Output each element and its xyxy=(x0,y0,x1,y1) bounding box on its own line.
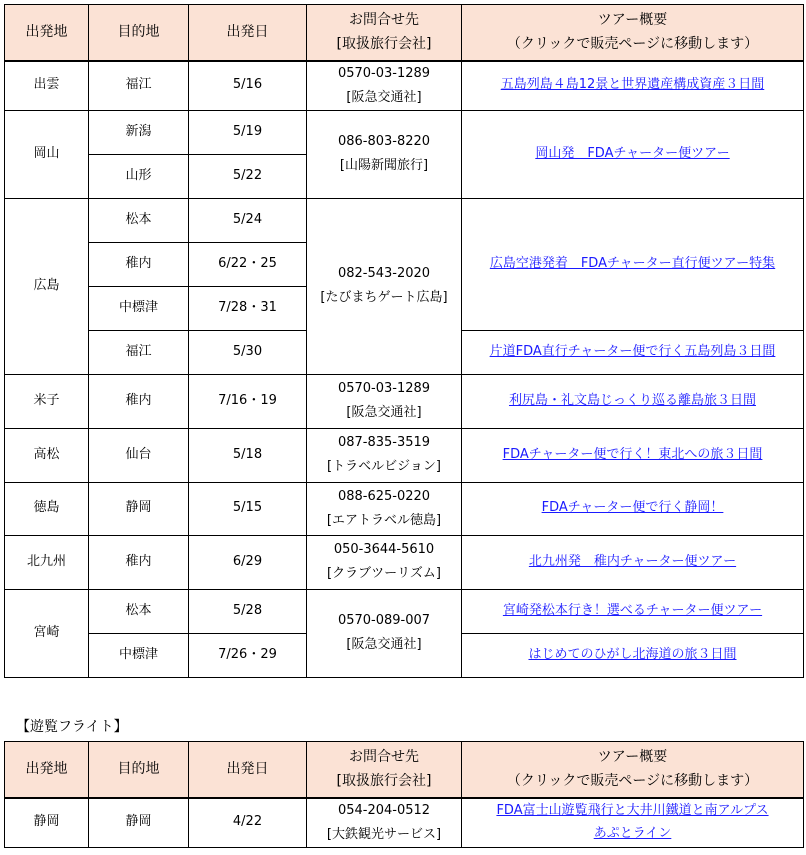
table-row xyxy=(5,482,804,535)
destination-cell: 仙台 xyxy=(89,428,189,482)
table-row xyxy=(5,110,804,154)
tour-cell xyxy=(462,798,804,848)
tour-cell xyxy=(462,633,804,677)
date-cell: 6/29 xyxy=(189,535,307,589)
tour-link[interactable]: 片道FDA直行チャーター便で行く五島列島３日間 xyxy=(489,343,776,359)
table-row xyxy=(5,428,804,482)
tour-link[interactable]: あぷとライン xyxy=(593,825,672,841)
tour-link[interactable]: FDAチャーター便で行く静岡！ xyxy=(541,500,724,516)
tour-link[interactable]: FDA富士山遊覧飛行と大井川鐵道と南アルプス xyxy=(496,803,769,818)
contact-cell: 054-204-0512 [大鉄観光サービス] xyxy=(307,798,462,848)
header-contact: お問合せ先 [取扱旅行会社] xyxy=(307,5,462,61)
origin-cell: 徳島 xyxy=(5,482,89,535)
date-cell: 6/22・25 xyxy=(189,242,307,286)
date-cell: 7/26・29 xyxy=(189,633,307,677)
date-cell: 5/16 xyxy=(189,61,307,111)
tour-cell xyxy=(462,374,804,428)
destination-cell: 稚内 xyxy=(89,242,189,286)
tour-link[interactable]: 北九州発 稚内チャーター便ツアー xyxy=(528,553,737,569)
charter-tour-table xyxy=(4,4,804,678)
tour-cell xyxy=(462,198,804,330)
origin-cell: 出雲 xyxy=(5,61,89,111)
contact-cell: 0570-03-1289 [阪急交通社] xyxy=(307,374,462,428)
contact-cell: 050-3644-5610 [クラブツーリズム] xyxy=(307,535,462,589)
destination-cell: 中標津 xyxy=(89,633,189,677)
date-cell: 4/22 xyxy=(189,798,307,848)
destination-cell: 福江 xyxy=(89,330,189,374)
tour-cell xyxy=(462,589,804,633)
origin-cell: 岡山 xyxy=(5,110,89,198)
destination-cell: 松本 xyxy=(89,589,189,633)
header-contact: お問合せ先 [取扱旅行会社] xyxy=(307,742,462,798)
tour-link[interactable]: 広島空港発着 FDAチャーター直行便ツアー特集 xyxy=(489,255,776,271)
destination-cell: 中標津 xyxy=(89,286,189,330)
destination-cell: 山形 xyxy=(89,154,189,198)
destination-cell: 稚内 xyxy=(89,535,189,589)
tour-cell xyxy=(462,330,804,374)
date-cell: 5/28 xyxy=(189,589,307,633)
date-cell: 5/30 xyxy=(189,330,307,374)
date-cell: 5/18 xyxy=(189,428,307,482)
date-cell: 5/24 xyxy=(189,198,307,242)
table-row xyxy=(5,798,804,848)
tour-cell xyxy=(462,61,804,111)
tour-link[interactable]: 五島列島４島12景と世界遺産構成資産３日間 xyxy=(500,77,765,93)
contact-cell: 082-543-2020 [たびまちゲート広島] xyxy=(307,198,462,374)
origin-cell: 静岡 xyxy=(5,798,89,848)
header-destination: 目的地 xyxy=(89,5,189,61)
origin-cell: 高松 xyxy=(5,428,89,482)
date-cell: 5/19 xyxy=(189,110,307,154)
header-date: 出発日 xyxy=(189,742,307,798)
tour-link[interactable]: 岡山発 FDAチャーター便ツアー xyxy=(535,145,730,161)
tour-link[interactable]: 利尻島・礼文島じっくり巡る離島旅３日間 xyxy=(508,392,756,408)
contact-cell: 086-803-8220 [山陽新聞旅行] xyxy=(307,110,462,198)
tour-link[interactable]: はじめてのひがし北海道の旅３日間 xyxy=(528,646,737,662)
destination-cell: 松本 xyxy=(89,198,189,242)
contact-cell: 0570-089-007 [阪急交通社] xyxy=(307,589,462,677)
section-title-sightseeing-flight: 【遊覧フライト】 xyxy=(16,719,128,735)
sightseeing-flight-table xyxy=(4,741,804,848)
table-row xyxy=(5,61,804,111)
table-row xyxy=(5,198,804,242)
table-row xyxy=(5,374,804,428)
contact-cell: 087-835-3519 [トラベルビジョン] xyxy=(307,428,462,482)
tour-cell xyxy=(462,482,804,535)
table-row xyxy=(5,535,804,589)
date-cell: 7/28・31 xyxy=(189,286,307,330)
destination-cell: 静岡 xyxy=(89,482,189,535)
header-origin: 出発地 xyxy=(5,742,89,798)
tour-link[interactable]: FDAチャーター便で行く！東北への旅３日間 xyxy=(502,446,763,462)
header-destination: 目的地 xyxy=(89,742,189,798)
origin-cell: 広島 xyxy=(5,198,89,374)
origin-cell: 北九州 xyxy=(5,535,89,589)
tour-cell xyxy=(462,535,804,589)
tour-cell xyxy=(462,428,804,482)
tour-link[interactable]: 宮崎発松本行き！選べるチャーター便ツアー xyxy=(502,602,763,618)
destination-cell: 静岡 xyxy=(89,798,189,848)
contact-cell: 0570-03-1289 [阪急交通社] xyxy=(307,61,462,111)
tour-cell xyxy=(462,110,804,198)
destination-cell: 福江 xyxy=(89,61,189,111)
header-tour: ツアー概要 （クリックで販売ページに移動します） xyxy=(462,742,804,798)
date-cell: 5/15 xyxy=(189,482,307,535)
table-row xyxy=(5,589,804,633)
date-cell: 5/22 xyxy=(189,154,307,198)
origin-cell: 宮崎 xyxy=(5,589,89,677)
destination-cell: 稚内 xyxy=(89,374,189,428)
header-origin: 出発地 xyxy=(5,5,89,61)
contact-cell: 088-625-0220 [エアトラベル徳島] xyxy=(307,482,462,535)
header-date: 出発日 xyxy=(189,5,307,61)
origin-cell: 米子 xyxy=(5,374,89,428)
destination-cell: 新潟 xyxy=(89,110,189,154)
header-tour: ツアー概要 （クリックで販売ページに移動します） xyxy=(462,5,804,61)
date-cell: 7/16・19 xyxy=(189,374,307,428)
